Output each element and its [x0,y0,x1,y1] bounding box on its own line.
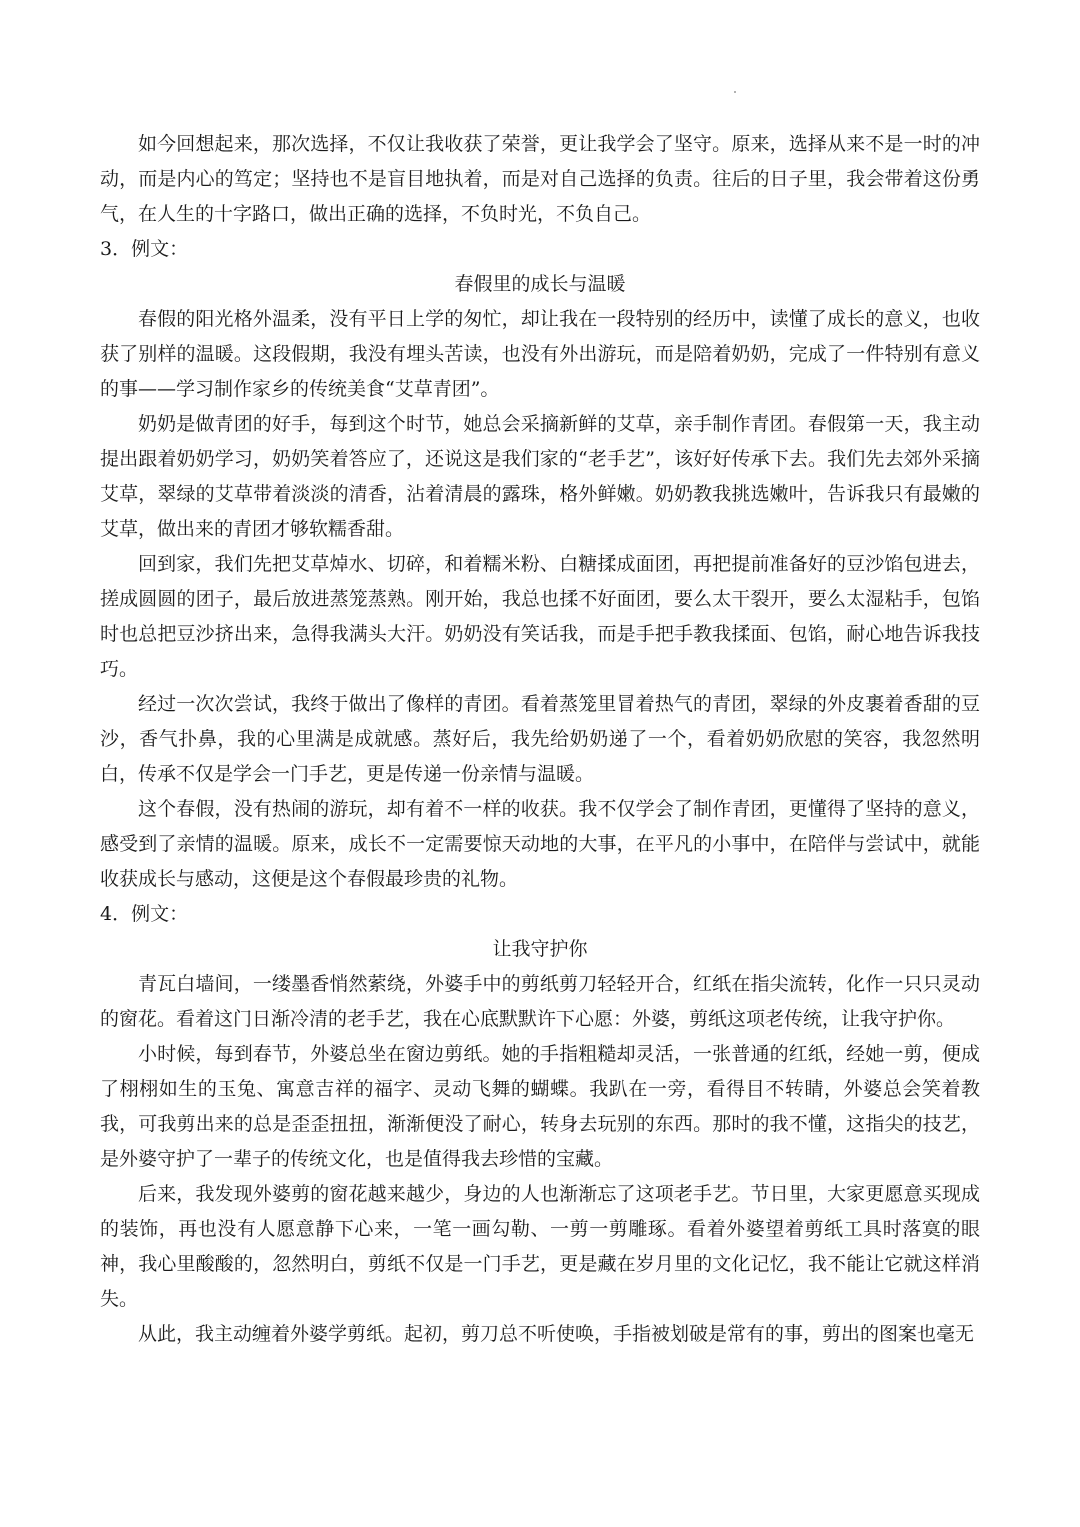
essay-3-paragraph-3: 回到家，我们先把艾草焯水、切碎，和着糯米粉、白糖揉成面团，再把提前准备好的豆沙馅包进去，搓成圆圆的团子，最后放进蒸笼蒸熟。刚开始，我总也揉不好面团，要么太干裂开，要么太湿粘手，包馅时也总把豆沙挤出来，急得我满头大汗。奶奶没有笑话我，而是手把手教我揉面、包馅，耐心地告诉我技巧。 [100,553,980,680]
section-3-label: 3．例文： [100,238,189,260]
essay-4-paragraph-3: 后来，我发现外婆剪的窗花越来越少，身边的人也渐渐忘了这项老手艺。节日里，大家更愿意买现成的装饰，再也没有人愿意静下心来，一笔一画勾勒、一剪一剪雕琢。看着外婆望着剪纸工具时落寞的眼神，我心里酸酸的，忽然明白，剪纸不仅是一门手艺，更是藏在岁月里的文化记忆，我不能让它就这样消失。 [100,1183,980,1310]
essay-4-paragraph-4: 从此，我主动缠着外婆学剪纸。起初，剪刀总不听使唤，手指被划破是常有的事，剪出的图案也毫无 [138,1323,975,1345]
scan-speck [734,91,736,93]
essay-3-paragraph-1: 春假的阳光格外温柔，没有平日上学的匆忙，却让我在一段特别的经历中，读懂了成长的意义，也收获了别样的温暖。这段假期，我没有埋头苦读，也没有外出游玩，而是陪着奶奶，完成了一件特别有意义的事——学习制作家乡的传统美食“艾草青团”。 [100,308,980,400]
essay-4-title: 让我守护你 [492,938,588,960]
essay-4-paragraph-1: 青瓦白墙间，一缕墨香悄然萦绕，外婆手中的剪纸剪刀轻轻开合，红纸在指尖流转，化作一只只灵动的窗花。看着这门日渐冷清的老手艺，我在心底默默许下心愿：外婆，剪纸这项老传统，让我守护你。 [100,973,980,1030]
essay-3-title: 春假里的成长与温暖 [454,273,626,295]
intro-paragraph-1: 如今回想起来，那次选择，不仅让我收获了荣誉，更让我学会了坚守。原来，选择从来不是一时的冲动，而是内心的笃定；坚持也不是盲目地执着，而是对自己选择的负责。往后的日子里，我会带着这份勇气，在人生的十字路口，做出正确的选择，不负时光，不负自己。 [100,133,980,225]
essay-3-paragraph-2: 奶奶是做青团的好手，每到这个时节，她总会采摘新鲜的艾草，亲手制作青团。春假第一天，我主动提出跟着奶奶学习，奶奶笑着答应了，还说这是我们家的“老手艺”，该好好传承下去。我们先去郊外采摘艾草，翠绿的艾草带着淡淡的清香，沾着清晨的露珠，格外鲜嫩。奶奶教我挑选嫩叶，告诉我只有最嫩的艾草，做出来的青团才够软糯香甜。 [100,413,980,540]
essay-3-paragraph-5: 这个春假，没有热闹的游玩，却有着不一样的收获。我不仅学会了制作青团，更懂得了坚持的意义，感受到了亲情的温暖。原来，成长不一定需要惊天动地的大事，在平凡的小事中，在陪伴与尝试中，就能收获成长与感动，这便是这个春假最珍贵的礼物。 [100,798,980,890]
section-4-label: 4．例文： [100,903,189,925]
essay-4-paragraph-2: 小时候，每到春节，外婆总坐在窗边剪纸。她的手指粗糙却灵活，一张普通的红纸，经她一剪，便成了栩栩如生的玉兔、寓意吉祥的福字、灵动飞舞的蝴蝶。我趴在一旁，看得目不转睛，外婆总会笑着教我，可我剪出来的总是歪歪扭扭，渐渐便没了耐心，转身去玩别的东西。那时的我不懂，这指尖的技艺，是外婆守护了一辈子的传统文化，也是值得我去珍惜的宝藏。 [100,1043,980,1170]
document-page [100,127,980,1352]
essay-3-paragraph-4: 经过一次次尝试，我终于做出了像样的青团。看着蒸笼里冒着热气的青团，翠绿的外皮裹着香甜的豆沙，香气扑鼻，我的心里满是成就感。蒸好后，我先给奶奶递了一个，看着奶奶欣慰的笑容，我忽然明白，传承不仅是学会一门手艺，更是传递一份亲情与温暖。 [100,693,980,785]
